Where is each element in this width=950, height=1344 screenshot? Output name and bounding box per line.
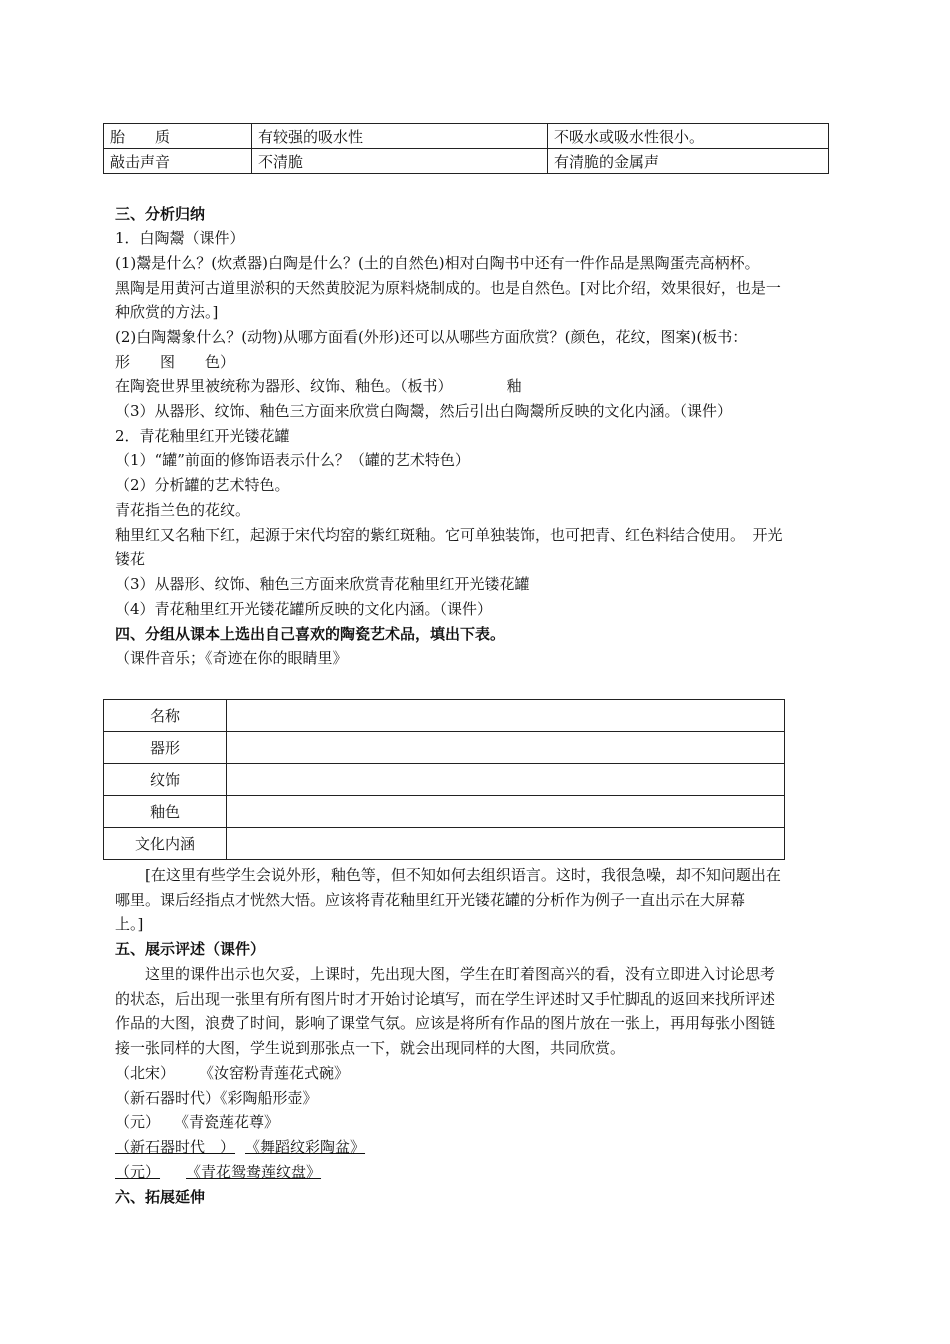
section-heading: 五、展示评述（课件）	[115, 940, 266, 958]
work-era: （新石器时代）	[115, 1089, 221, 1107]
table-cell: 有清脆的金属声	[548, 149, 829, 174]
blank-cell[interactable]	[227, 828, 785, 860]
work-title: 《青花鸳鸯莲纹盘》	[186, 1163, 322, 1181]
section-heading: 三、分析归纳	[115, 205, 206, 223]
text-line: (1)鬶是什么？(炊煮器)白陶是什么？(土的自然色)相对白陶书中还有一件作品是黑陶蛋壳高柄杯。	[115, 254, 760, 272]
table-row	[104, 796, 785, 828]
table-row	[104, 828, 785, 860]
text-line: （3）从器形、纹饰、釉色三方面来欣赏白陶鬶，然后引出白陶鬶所反映的文化内涵。（课件）	[115, 402, 733, 420]
item-title: 1．白陶鬶（课件）	[115, 229, 245, 247]
blank-cell[interactable]	[227, 732, 785, 764]
text-line: 镂花	[115, 550, 146, 568]
text-line: 种欣赏的方法。]	[115, 303, 219, 321]
text-span: 釉	[506, 377, 522, 395]
work-item-underlined	[115, 1163, 321, 1181]
section-heading: 四、分组从课本上选出自己喜欢的陶瓷艺术品，填出下表。	[115, 625, 506, 643]
text-line: （1）“罐”前面的修饰语表示什么？（罐的艺术特色）	[115, 451, 470, 469]
table-row	[104, 124, 829, 149]
work-item	[115, 1160, 837, 1184]
table-label: 釉色	[104, 796, 227, 828]
text-line: （3）从器形、纹饰、釉色三方面来欣赏青花釉里红开光镂花罐	[115, 575, 530, 593]
work-item	[115, 1110, 837, 1134]
section-heading: 六、拓展延伸	[115, 1188, 206, 1206]
text-line: 青花指兰色的花纹。	[115, 501, 251, 519]
table-row	[104, 700, 785, 732]
table-row	[104, 764, 785, 796]
text-line: （4）青花釉里红开光镂花罐所反映的文化内涵。（课件）	[115, 600, 493, 618]
work-item	[115, 1135, 837, 1159]
text-span: 在陶瓷世界里被统称为器形、纹饰、釉色。（板书）	[115, 377, 453, 395]
work-item	[115, 1061, 837, 1085]
text-line: 黑陶是用黄河古道里淤积的天然黄胶泥为原料烧制成的。也是自然色。[对比介绍，效果很好，也是一	[115, 279, 781, 297]
comparison-table	[103, 123, 829, 174]
text-line: 的状态，后出现一张里有所有图片时才开始讨论填写，而在学生评述时又手忙脚乱的返回来找所评述	[115, 990, 776, 1008]
text-line: 形 图 色）	[115, 353, 236, 371]
text-line: 这里的课件出示也欠妥，上课时，先出现大图，学生在盯着图高兴的看，没有立即进入讨论思考	[115, 965, 776, 983]
text-line: 哪里。课后经指点才恍然大悟。应该将青花釉里红开光镂花罐的分析作为例子一直出示在大屏幕	[115, 891, 746, 909]
text-line: (2)白陶鬶象什么？(动物)从哪方面看(外形)还可以从哪些方面欣赏？(颜色，花纹，图案)(板书：	[115, 328, 748, 346]
text-line: 上。]	[115, 915, 144, 933]
work-title: 《汝窑粉青莲花式碗》	[199, 1064, 350, 1082]
table-label: 器形	[104, 732, 227, 764]
text-line: 釉里红又名釉下红，起源于宋代均窑的紫红斑釉。它可单独装饰，也可把青、红色料结合使用。 开光	[115, 526, 783, 544]
fill-in-table	[103, 699, 785, 860]
text-line: （2）分析罐的艺术特色。	[115, 476, 290, 494]
work-title: 《青瓷莲花尊》	[174, 1113, 280, 1131]
text-line: （课件音乐；《奇迹在你的眼睛里》	[115, 649, 348, 667]
work-item-underlined	[115, 1138, 365, 1156]
work-item	[115, 1086, 837, 1110]
text-line: 作品的大图，浪费了时间，影响了课堂气氛。应该是将所有作品的图片放在一张上，再用每张小图链	[115, 1014, 776, 1032]
table-cell: 不吸水或吸水性很小。	[548, 124, 829, 149]
blank-cell[interactable]	[227, 796, 785, 828]
table-cell: 敲击声音	[104, 149, 252, 174]
table-label: 名称	[104, 700, 227, 732]
work-era: （元）	[115, 1163, 161, 1181]
table-row	[104, 732, 785, 764]
table-cell: 有较强的吸水性	[252, 124, 548, 149]
work-title: 《彩陶船形壶》	[220, 1089, 318, 1107]
table-row	[104, 149, 829, 174]
blank-cell[interactable]	[227, 700, 785, 732]
table-cell: 不清脆	[252, 149, 548, 174]
text-line: [在这里有些学生会说外形，釉色等，但不知如何去组织语言。这时，我很急噪，却不知问题出在	[115, 866, 781, 884]
text-line	[115, 374, 837, 398]
text-line: 接一张同样的大图，学生说到那张点一下，就会出现同样的大图，共同欣赏。	[115, 1039, 626, 1057]
work-era: （元）	[115, 1113, 161, 1131]
work-era: （北宋）	[115, 1064, 176, 1082]
work-era: （新石器时代 ）	[115, 1138, 236, 1156]
table-label: 文化内涵	[104, 828, 227, 860]
table-cell: 胎 质	[104, 124, 252, 149]
table-label: 纹饰	[104, 764, 227, 796]
item-title: 2．青花釉里红开光镂花罐	[115, 427, 290, 445]
work-title: 《舞蹈纹彩陶盆》	[245, 1138, 366, 1156]
blank-cell[interactable]	[227, 764, 785, 796]
